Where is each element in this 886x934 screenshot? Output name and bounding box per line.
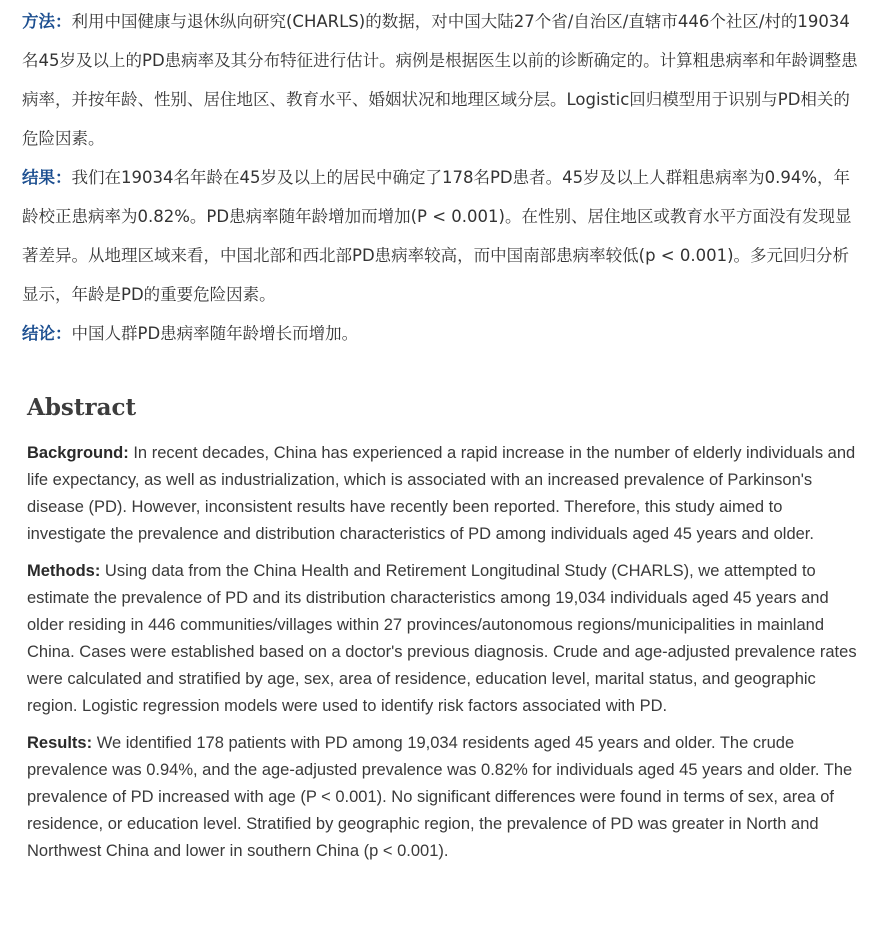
- results-paragraph: [27, 730, 857, 865]
- abstract-heading: Abstract: [27, 394, 137, 421]
- results-label: Results:: [27, 734, 93, 752]
- chinese-summary: [22, 2, 864, 353]
- cn-methods-paragraph: [22, 2, 864, 158]
- methods-text: Using data from the China Health and Retirement Longitudinal Study (CHARLS), we attempted to estimate the prevalence of PD and its distribution characteristics among 19,034 individuals aged 45 years and older residing in 446 communities/villages within 27 provinces/autonomous regions/municipalities in mainland China. Cases were established based on a doctor's previous diagnosis. Crude and age-adjusted prevalence rates were calculated and stratified by age, sex, area of residence, education level, marital status, and geographic region. Logistic regression models were used to identify risk factors associated with PD.: [27, 562, 857, 715]
- cn-conclusion-label: 结论：: [22, 324, 72, 343]
- cn-results-label: 结果：: [22, 168, 72, 187]
- background-text: In recent decades, China has experienced a rapid increase in the number of elderly individuals and life expectancy, as well as industrialization, which is associated with an increased prevalence of Parkinson's disease (PD). However, inconsistent results have recently been reported. Therefore, this study aimed to investigate the prevalence and distribution characteristics of PD among individuals aged 45 years and older.: [27, 444, 856, 543]
- results-text: We identified 178 patients with PD among 19,034 residents aged 45 years and older. The crude prevalence was 0.94%, and the age-adjusted prevalence was 0.82% for individuals aged 45 years and older. The prevalence of PD increased with age (P < 0.001). No significant differences were found in terms of sex, area of residence, or education level. Stratified by geographic region, the prevalence of PD was greater in North and Northwest China and lower in southern China (p < 0.001).: [27, 734, 853, 860]
- cn-conclusion-paragraph: [22, 314, 864, 353]
- methods-paragraph: [27, 558, 857, 720]
- background-label: Background:: [27, 444, 129, 462]
- cn-results-text: 我们在19034名年龄在45岁及以上的居民中确定了178名PD患者。45岁及以上人群粗患病率为0.94%，年龄校正患病率为0.82%。PD患病率随年龄增加而增加(P < 0.001)。在性别、居住地区或教育水平方面没有发现显著差异。从地理区域来看，中国北部和西北部PD患病率较高，而中国南部患病率较低(p < 0.001)。多元回归分析显示，年龄是PD的重要危险因素。: [22, 168, 852, 304]
- methods-label: Methods:: [27, 562, 101, 580]
- cn-results-paragraph: [22, 158, 864, 314]
- background-paragraph: [27, 440, 857, 548]
- english-abstract: [27, 392, 857, 875]
- cn-methods-label: 方法：: [22, 12, 72, 31]
- cn-methods-text: 利用中国健康与退休纵向研究(CHARLS)的数据，对中国大陆27个省/自治区/直辖市446个社区/村的19034名45岁及以上的PD患病率及其分布特征进行估计。病例是根据医生以前的诊断确定的。计算粗患病率和年龄调整患病率，并按年龄、性别、居住地区、教育水平、婚姻状况和地理区域分层。Logistic回归模型用于识别与PD相关的危险因素。: [22, 12, 858, 148]
- cn-conclusion-text: 中国人群PD患病率随年龄增长而增加。: [71, 324, 359, 343]
